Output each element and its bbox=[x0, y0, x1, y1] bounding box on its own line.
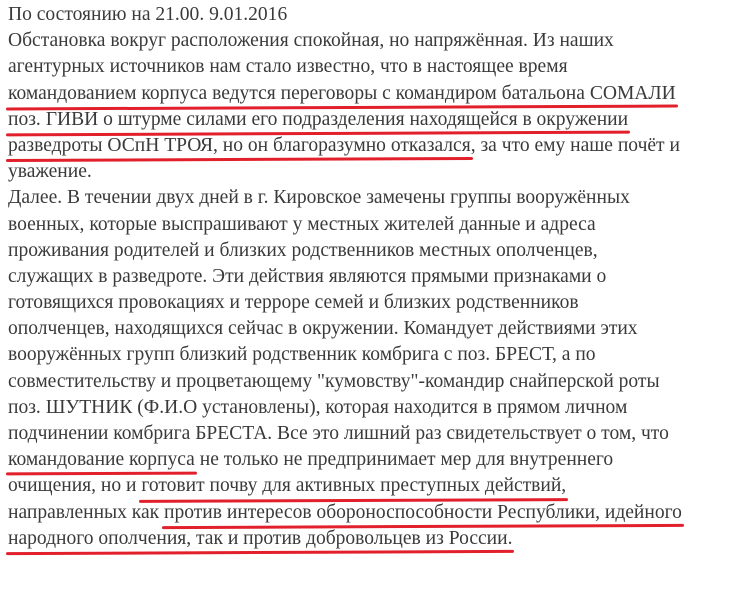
text-segment: вооружённых групп близкий родственник комбрига с поз. БРЕСТ, а по bbox=[8, 344, 596, 366]
text-line bbox=[8, 526, 738, 552]
text-segment: агентурных источников нам стало известно, что в настоящее время bbox=[8, 56, 568, 78]
text-segment: , за что ему наше почёт и bbox=[470, 134, 680, 156]
text-segment: готовящихся провокациях и терроре семей и близких родственников bbox=[8, 292, 579, 314]
document-body bbox=[8, 2, 738, 552]
text-segment: Обстановка вокруг расположения спокойная, но напряжённая. Из наших bbox=[8, 30, 614, 52]
text-segment: уважение. bbox=[8, 161, 92, 183]
text-line bbox=[8, 395, 738, 421]
text-segment: Далее. В течении двух дней в г. Кировское замечены группы вооружённых bbox=[8, 187, 630, 209]
text-line bbox=[8, 447, 738, 473]
text-line bbox=[8, 264, 738, 290]
underlined-text: командованием корпуса ведутся переговоры с командиром батальона СОМАЛИ bbox=[8, 81, 676, 107]
text-line bbox=[8, 133, 738, 159]
text-line bbox=[8, 290, 738, 316]
text-segment: ополченцев, находящихся сейчас в окружении. Командует действиями этих bbox=[8, 318, 638, 340]
text-line bbox=[8, 28, 738, 54]
text-line bbox=[8, 212, 738, 238]
text-segment: не только не предпринимает мер для внутреннего bbox=[194, 449, 614, 471]
text-line bbox=[8, 107, 738, 133]
underlined-text: командование корпуса bbox=[8, 447, 195, 473]
text-line bbox=[8, 185, 738, 211]
underlined-text: разведроты ОСпН ТРОЯ, но он благоразумно отказался bbox=[8, 133, 471, 159]
text-segment: проживания родителей и близких родственников местных ополченцев, bbox=[8, 239, 598, 261]
text-segment: очищения, но и bbox=[8, 475, 142, 497]
text-segment: военных, которые выспрашивают у местных жителей данные и адреса bbox=[8, 213, 596, 235]
underlined-text: против интересов обороноспособности Республики, идейного bbox=[164, 500, 682, 526]
text-segment: поз. ШУТНИК (Ф.И.О установлены), которая находится в прямом личном bbox=[8, 396, 628, 418]
text-line bbox=[8, 421, 738, 447]
text-segment: направленных как bbox=[8, 501, 165, 523]
text-segment: По состоянию на 21.00. 9.01.2016 bbox=[8, 4, 288, 25]
text-line bbox=[8, 342, 738, 368]
underlined-text: поз. ГИВИ о штурме силами его подразделения находящейся в окружении bbox=[8, 107, 628, 133]
text-line bbox=[8, 500, 738, 526]
text-line bbox=[8, 473, 738, 499]
text-line bbox=[8, 238, 738, 264]
text-line bbox=[8, 2, 738, 28]
underlined-text: народного ополчения, так и против добровольцев из России. bbox=[8, 526, 512, 552]
text-line bbox=[8, 369, 738, 395]
text-line bbox=[8, 316, 738, 342]
text-segment: подчинении комбрига БРЕСТА. Все это лишний раз свидетельствует о том, что bbox=[8, 423, 669, 444]
text-segment: служащих в разведроте. Эти действия являются прямыми признаками о bbox=[8, 265, 607, 287]
text-line bbox=[8, 81, 738, 107]
underlined-text: готовит почву для активных преступных действий, bbox=[141, 473, 566, 499]
text-segment: совместительству и процветающему "кумовству"-командир снайперской роты bbox=[8, 370, 660, 392]
text-line bbox=[8, 54, 738, 80]
text-line bbox=[8, 159, 738, 185]
